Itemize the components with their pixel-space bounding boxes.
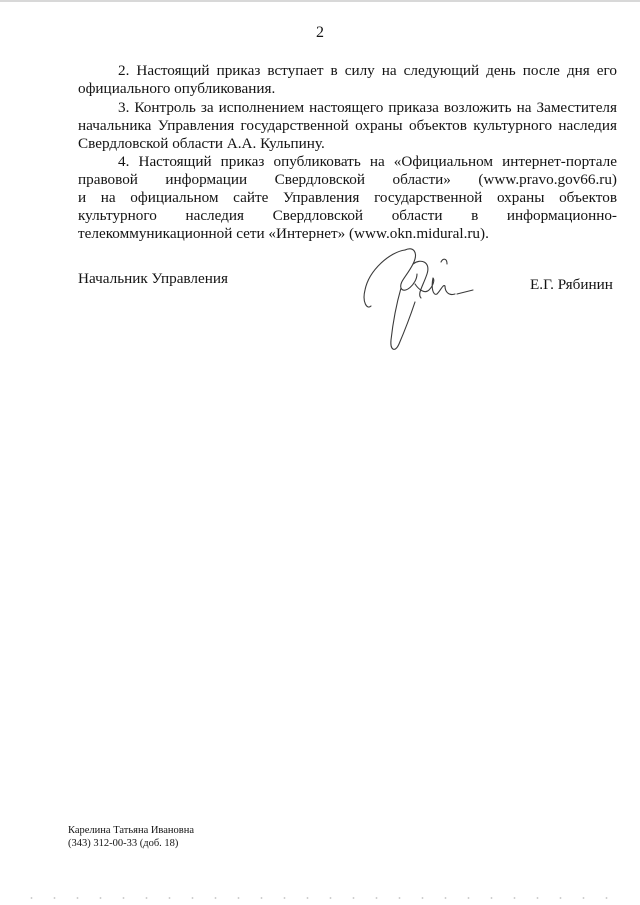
- paragraph-4-line-1: 4. Настоящий приказ опубликовать на «Официальном интернет-портале: [118, 153, 617, 170]
- paragraph-3-line-1: 3. Контроль за исполнением настоящего приказа возложить на Заместителя: [118, 99, 617, 116]
- signatory-name: Е.Г. Рябинин: [530, 276, 613, 293]
- paragraph-2-line-2: официального опубликования.: [78, 80, 276, 97]
- paragraph-3-line-2: начальника Управления государственной охраны объектов культурного наследия: [78, 117, 617, 134]
- signatory-position: Начальник Управления: [78, 270, 228, 287]
- page-top-border: [0, 0, 640, 2]
- paragraph-3-line-3: Свердловской области А.А. Кульпину.: [78, 135, 325, 152]
- handwritten-signature: [355, 240, 485, 360]
- paragraph-4-line-4: культурного наследия Свердловской области в информационно-: [78, 207, 617, 224]
- paragraph-4-line-5: телекоммуникационной сети «Интернет» (www.okn.midural.ru).: [78, 225, 489, 242]
- paragraph-2-line-1: 2. Настоящий приказ вступает в силу на следующий день после дня его: [118, 62, 617, 79]
- page-number: 2: [316, 24, 324, 41]
- paragraph-4-line-2: правовой информации Свердловской области» (www.pravo.gov66.ru): [78, 171, 617, 188]
- paragraph-4-line-3: и на официальном сайте Управления государственной охраны объектов: [78, 189, 617, 206]
- executor-name: Карелина Татьяна Ивановна: [68, 825, 195, 836]
- executor-phone: (343) 312-00-33 (доб. 18): [68, 838, 179, 849]
- scan-noise-dots: [20, 897, 620, 899]
